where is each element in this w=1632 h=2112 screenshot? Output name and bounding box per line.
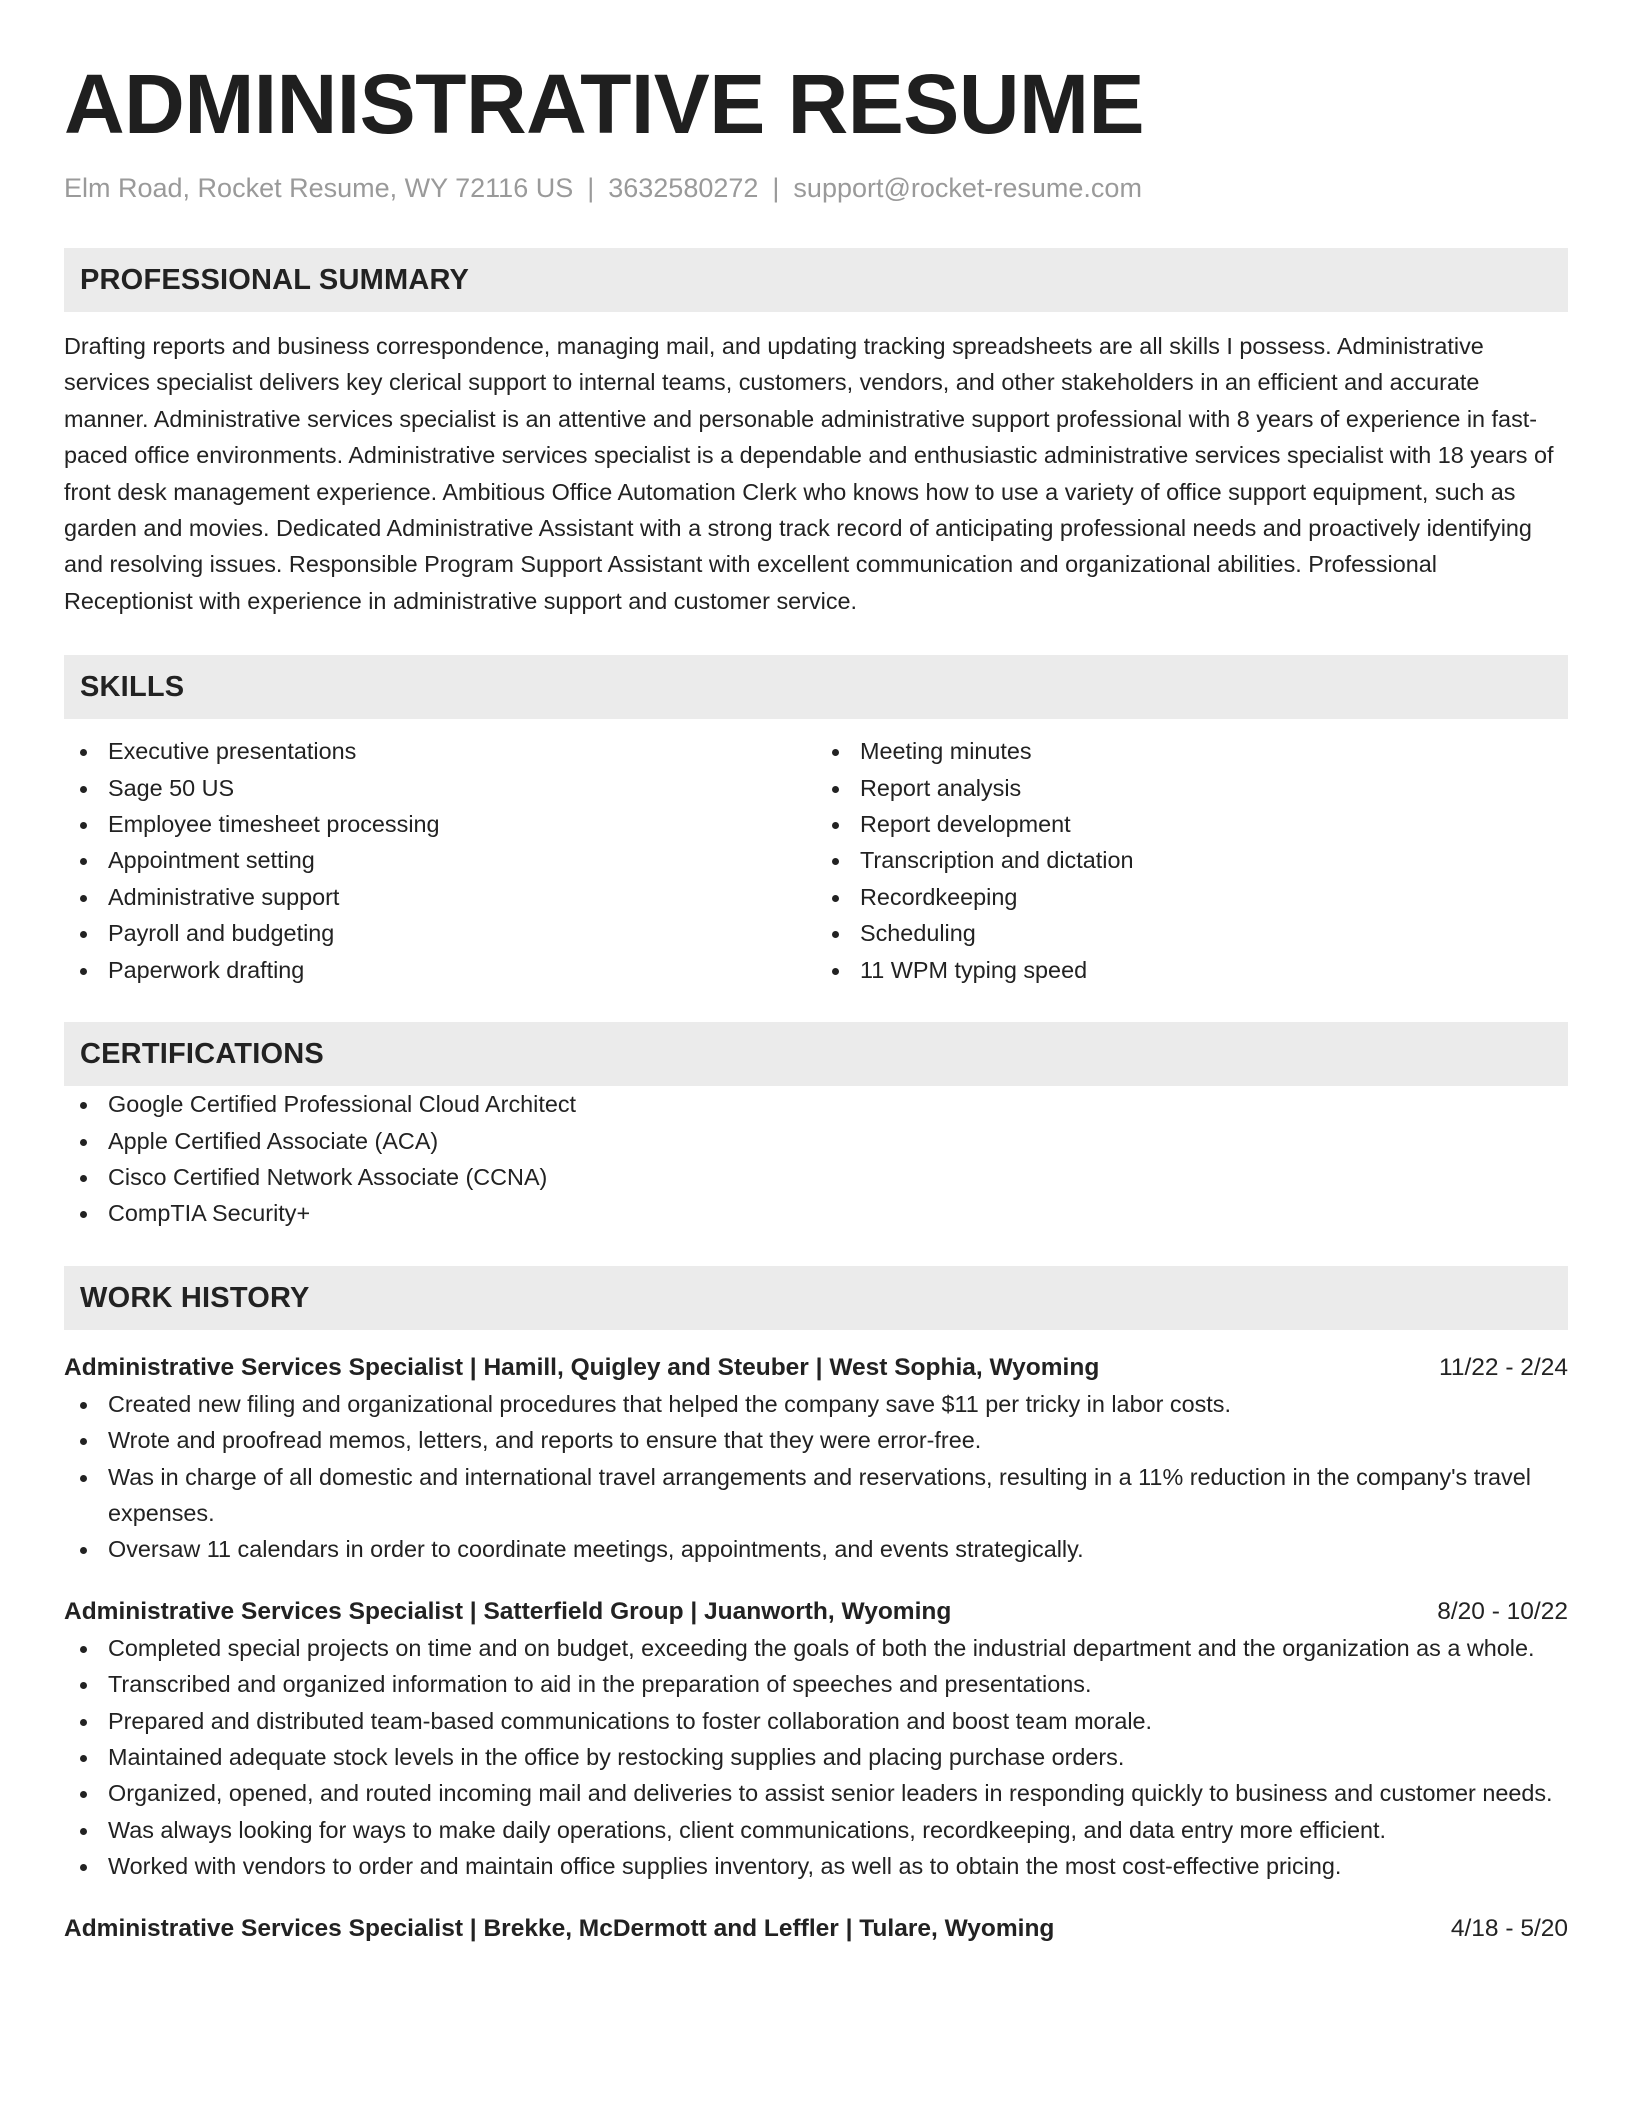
list-item: Oversaw 11 calendars in order to coordinate meetings, appointments, and events strategically.: [64, 1531, 1568, 1567]
contact-separator: |: [772, 173, 780, 203]
list-item: Payroll and budgeting: [64, 915, 816, 951]
job-title: Administrative Services Specialist | Satterfield Group | Juanworth, Wyoming: [64, 1597, 952, 1625]
list-item: Paperwork drafting: [64, 952, 816, 988]
job-header: [64, 1350, 1568, 1386]
list-item: Executive presentations: [64, 733, 816, 769]
job-bullets: [64, 1630, 1568, 1885]
contact-email: support@rocket-resume.com: [793, 173, 1142, 203]
list-item: Wrote and proofread memos, letters, and reports to ensure that they were error-free.: [64, 1422, 1568, 1458]
skills-list: [64, 733, 1568, 988]
list-item: Administrative support: [64, 879, 816, 915]
job-header: [64, 1911, 1568, 1947]
list-item: Was in charge of all domestic and international travel arrangements and reservations, resulting in a 11% reduction in the company's travel expenses.: [64, 1459, 1568, 1532]
contact-separator: |: [587, 173, 595, 203]
list-item: Meeting minutes: [816, 733, 1568, 769]
list-item: Transcribed and organized information to aid in the preparation of speeches and presentations.: [64, 1666, 1568, 1702]
list-item: Apple Certified Associate (ACA): [64, 1123, 1568, 1159]
list-item: 11 WPM typing speed: [816, 952, 1568, 988]
summary-text: Drafting reports and business correspondence, managing mail, and updating tracking spreadsheets are all skills I possess. Administrative services specialist delivers key clerical support to internal teams, customers, vendors, and other stakeholders in an efficient and accurate manner. Administrative services specialist is an attentive and personable administrative support professional with 8 years of experience in fast-paced office environments. Administrative services specialist is a dependable and enthusiastic administrative services specialist with 18 years of front desk management experience. Ambitious Office Automation Clerk who knows how to use a variety of office support equipment, such as garden and movies. Dedicated Administrative Assistant with a strong track record of anticipating professional needs and proactively identifying and resolving issues. Responsible Program Support Assistant with excellent communication and organizational abilities. Professional Receptionist with experience in administrative support and customer service.: [64, 333, 1554, 614]
list-item: Google Certified Professional Cloud Architect: [64, 1086, 1568, 1122]
list-item: Scheduling: [816, 915, 1568, 951]
work-history-list: [64, 1350, 1568, 1947]
section-header-work-history: WORK HISTORY: [64, 1266, 1568, 1330]
list-item: Worked with vendors to order and maintain office supplies inventory, as well as to obtain the most cost-effective pricing.: [64, 1848, 1568, 1884]
section-header-skills: SKILLS: [64, 655, 1568, 719]
list-item: Was always looking for ways to make daily operations, client communications, recordkeeping, and data entry more efficient.: [64, 1812, 1568, 1848]
list-item: Appointment setting: [64, 842, 816, 878]
list-item: Prepared and distributed team-based communications to foster collaboration and boost team morale.: [64, 1703, 1568, 1739]
certifications-list: [64, 1086, 1568, 1232]
list-item: Report analysis: [816, 770, 1568, 806]
job-dates: 11/22 - 2/24: [1439, 1353, 1568, 1381]
skills-column-left: [64, 733, 816, 988]
list-item: Transcription and dictation: [816, 842, 1568, 878]
list-item: Maintained adequate stock levels in the office by restocking supplies and placing purchase orders.: [64, 1739, 1568, 1775]
job-bullets: [64, 1386, 1568, 1568]
list-item: Sage 50 US: [64, 770, 816, 806]
job-title: Administrative Services Specialist | Hamill, Quigley and Steuber | West Sophia, Wyoming: [64, 1353, 1100, 1381]
contact-address: Elm Road, Rocket Resume, WY 72116 US: [64, 173, 574, 203]
contact-phone: 3632580272: [608, 173, 759, 203]
job-header: [64, 1594, 1568, 1630]
contact-line: [64, 170, 1568, 206]
job-dates: 4/18 - 5/20: [1450, 1914, 1568, 1942]
list-item: Cisco Certified Network Associate (CCNA): [64, 1159, 1568, 1195]
job-entry: [64, 1911, 1568, 1947]
section-header-summary: PROFESSIONAL SUMMARY: [64, 248, 1568, 312]
resume-title: ADMINISTRATIVE RESUME: [64, 57, 1144, 151]
skills-column-right: [816, 733, 1568, 988]
list-item: Employee timesheet processing: [64, 806, 816, 842]
section-header-certifications: CERTIFICATIONS: [64, 1022, 1568, 1086]
job-title: Administrative Services Specialist | Brekke, McDermott and Leffler | Tulare, Wyoming: [64, 1914, 1055, 1942]
job-dates: 8/20 - 10/22: [1437, 1597, 1568, 1625]
list-item: Organized, opened, and routed incoming mail and deliveries to assist senior leaders in responding quickly to business and customer needs.: [64, 1775, 1568, 1811]
list-item: Report development: [816, 806, 1568, 842]
list-item: Completed special projects on time and on budget, exceeding the goals of both the industrial department and the organization as a whole.: [64, 1630, 1568, 1666]
list-item: CompTIA Security+: [64, 1195, 1568, 1231]
list-item: Created new filing and organizational procedures that helped the company save $11 per tricky in labor costs.: [64, 1386, 1568, 1422]
list-item: Recordkeeping: [816, 879, 1568, 915]
job-entry: [64, 1594, 1568, 1885]
job-entry: [64, 1350, 1568, 1568]
